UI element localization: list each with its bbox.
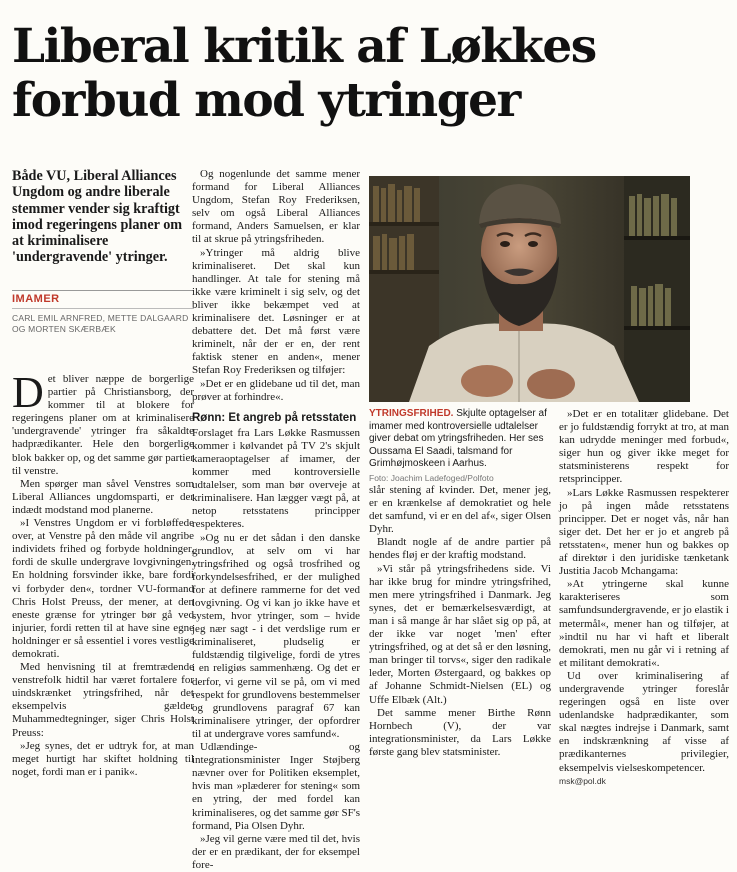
portrait-photo-illustration xyxy=(369,176,690,402)
paragraph: »At ytringerne skal kunne karakteriseres som samfundsundergravende, er jo elastik i metermål«, mener han og tilføjer, at »indtil nu har vi haft et liberalt demokrati, men nu går vi i retning af et militant demokrati«. xyxy=(559,578,729,669)
section-label: IMAMER xyxy=(12,293,60,305)
lead-paragraph: Både VU, Liberal Alliances Ungdom og andre liberale stemmer vender sig kraftigt imod regeringens planer om at kriminalisere 'undergravende' ytringer. xyxy=(12,168,183,266)
paragraph: Men spørger man såvel Venstres som Liberal Alliances ungdomsparti, er der indædt modstand mod planerne. xyxy=(12,477,194,516)
drop-cap: D xyxy=(12,368,44,417)
paragraph: Med henvisning til at fremtrædende venstrefolk hidtil har været fortalere for uindskrænket ytringsfrihed, når det eksempelvis gælder Muhammedtegninger, siger Chris Holst Preuss: xyxy=(12,661,194,739)
byline-rule xyxy=(12,308,194,309)
paragraph: Ud over kriminalisering af undergravende ytringer foreslår regeringen også en liste over udenlandske hadprædikanter, som skal nægtes indrejse i Danmark, samt en indskrænkning af visse af prædikanternes privilegier, eksempelvis vielseskompetencer. xyxy=(559,669,729,774)
paragraph: »Ytringer må aldrig blive kriminaliseret. Det skal kun handlinger. At tale for stening må ikke være kriminelt i sig selv, og det bliver ikke bekæmpet ved at kriminalisere det. Løsninger er at debattere det. Det må først være kriminelt, når der er en, der rent faktisk stener en anden«, mener Stefan Roy Frederiksen og tilføjer: xyxy=(192,246,360,377)
article-column-4 xyxy=(559,408,729,786)
byline: CARL EMIL ARNFRED, METTE DALGAARD OG MORTEN SKÆRBÆK xyxy=(12,313,189,334)
paragraph: Det samme mener Birthe Rønn Hornbech (V), der var integrationsminister, da Lars Løkke første gang blev statsminister. xyxy=(369,706,551,758)
author-email: msk@pol.dk xyxy=(559,775,606,786)
paragraph: »Jeg vil gerne være med til det, hvis der er en prædikant, der for eksempel fore- xyxy=(192,832,360,871)
article-photo xyxy=(369,176,690,402)
paragraph: »Og nu er det sådan i den danske grundlov, at selv om vi har ytringsfrihed og også trosfrihed og forkyndelsesfrihed, er der mulighed for at definere rammerne for det ved lovgivning. Og vi kan jo ikke have et system, hvor ytringer, som – hvide jeg nær sagt - i det verdslige rum er kriminaliseret, pludselig er fuldstændig tilgivelige, fordi de ytres i en religiøs sammenhæng. Og det er derfor, vi gerne vil se på, om vi med respekt for grundlovens bestemmelser og grundlovens paragraf 67 kan kriminalisere ytringer, der opfordrer til at undergrave vores samfund«. xyxy=(192,531,360,740)
paragraph: »Det er en totalitær glidebane. Det er jo fuldstændig forrykt at tro, at man kan udrydde meninger med forbud«, siger hun og giver ikke meget for statsministerens respekt for retsprincipper. xyxy=(559,408,729,486)
caption-tag: YTRINGSFRIHED. xyxy=(369,408,454,419)
article-column-1 xyxy=(12,368,194,778)
paragraph: Det bliver næppe de borgerlige partier på Christiansborg, der kommer til at blokere for regeringens planer om at kriminalisere 'undergravende' ytringer fra såkaldte hadprædikanter. Hele den borgerlige blok bakker op, og det samme gør partier til venstre. xyxy=(12,368,194,477)
paragraph: slår stening af kvinder. Det, mener jeg, er en krænkelse af demokratiet og hele det samfund, vi er en del af«, siger Olsen Dyhr. xyxy=(369,484,551,536)
caption-text: Skjulte optagelser af imamer med kontroversielle udtalelser giver debat om ytringsfriheden. Her ses Oussama El Saadi, talsmand for Grimhøjmoskeen i Aarhus. xyxy=(369,408,547,469)
section-rule xyxy=(12,290,194,291)
article-column-3 xyxy=(369,484,551,758)
paragraph: »Det er en glidebane ud til det, man prøver at forhindre«. xyxy=(192,377,360,403)
headline: Liberal kritik af Løkkes forbud mod ytringer xyxy=(12,19,596,128)
paragraph: »Vi står på ytringsfrihedens side. Vi har ikke brug for mindre ytringsfrihed, men mere ytringsfrihed i Danmark. Jeg synes, det er bemærkelsesværdigt, at man i så mange år har slået sig op på, at der ikke var noget 'men' efter ytringsfrihed, og at det så er den løsning, man bringer til torvs«, siger den radikale leder, Morten Østergaard, og bakkes op af Johanne Schmidt-Nielsen (EL) og Uffe Elbæk (Alt.) xyxy=(369,562,551,706)
paragraph: »Lars Løkke Rasmussen respekterer jo på ingen måde retsstatens principper. Det er noget vås, når han siger det. Det her er jo et angreb på retsstaten«, mener hun og bakkes op af direktør i den juridiske tænketank Justitia Jacob Mchangama: xyxy=(559,486,729,578)
subheading: Rønn: Et angreb på retsstaten xyxy=(192,411,357,424)
paragraph: Og nogenlunde det samme mener formand for Liberal Alliances Ungdom, Stefan Roy Frederiksen, selv om også Liberal Alliances formand, Anders Samuelsen, er klar til at skrue på ytringsfriheden. xyxy=(192,168,360,246)
paragraph: Blandt nogle af de andre partier på hendes fløj er der kraftig modstand. xyxy=(369,536,551,562)
photo-caption xyxy=(369,408,551,484)
article-column-2 xyxy=(192,168,360,871)
paragraph: »I Venstres Ungdom er vi forbløffede over, at Venstre på den måde vil angribe individets frihed og forbyde holdninger, fordi de skulle undergrave lovgivningen. En holdning forsvinder ikke, bare fordi vi forbyder den«, tordner VU-formand Chris Holst Preuss, der mener, at den eneste grænse for ytringer bør gå ved injurier, fordi retten til at have sine egne holdninger er så essentiel i vores vestlige demokrati. xyxy=(12,517,194,660)
paragraph: Forslaget fra Lars Løkke Rasmussen kommer i kølvandet på TV 2's skjult kameraoptagelser af imamer, der kommer med kontroversielle udtalelser, som man bør overveje at kriminalisere. Han lægger vægt på, at netop retsstatens principper respekteres. xyxy=(192,426,360,531)
photo-credit: Foto: Joachim Ladefoged/Polfoto xyxy=(369,472,494,483)
paragraph: Udlændinge- og integrationsminister Inger Støjberg nævner over for Politiken eksemplet, hvis man »plæderer for stening« som en ytring, der med fordel kan kriminaliseres, og det samme gør SF's formand, Pia Olsen Dyhr. xyxy=(192,741,360,832)
paragraph: »Jeg synes, det er udtryk for, at man meget hurtigt har skiftet holdning til noget, fordi man er i panik«. xyxy=(12,739,194,778)
